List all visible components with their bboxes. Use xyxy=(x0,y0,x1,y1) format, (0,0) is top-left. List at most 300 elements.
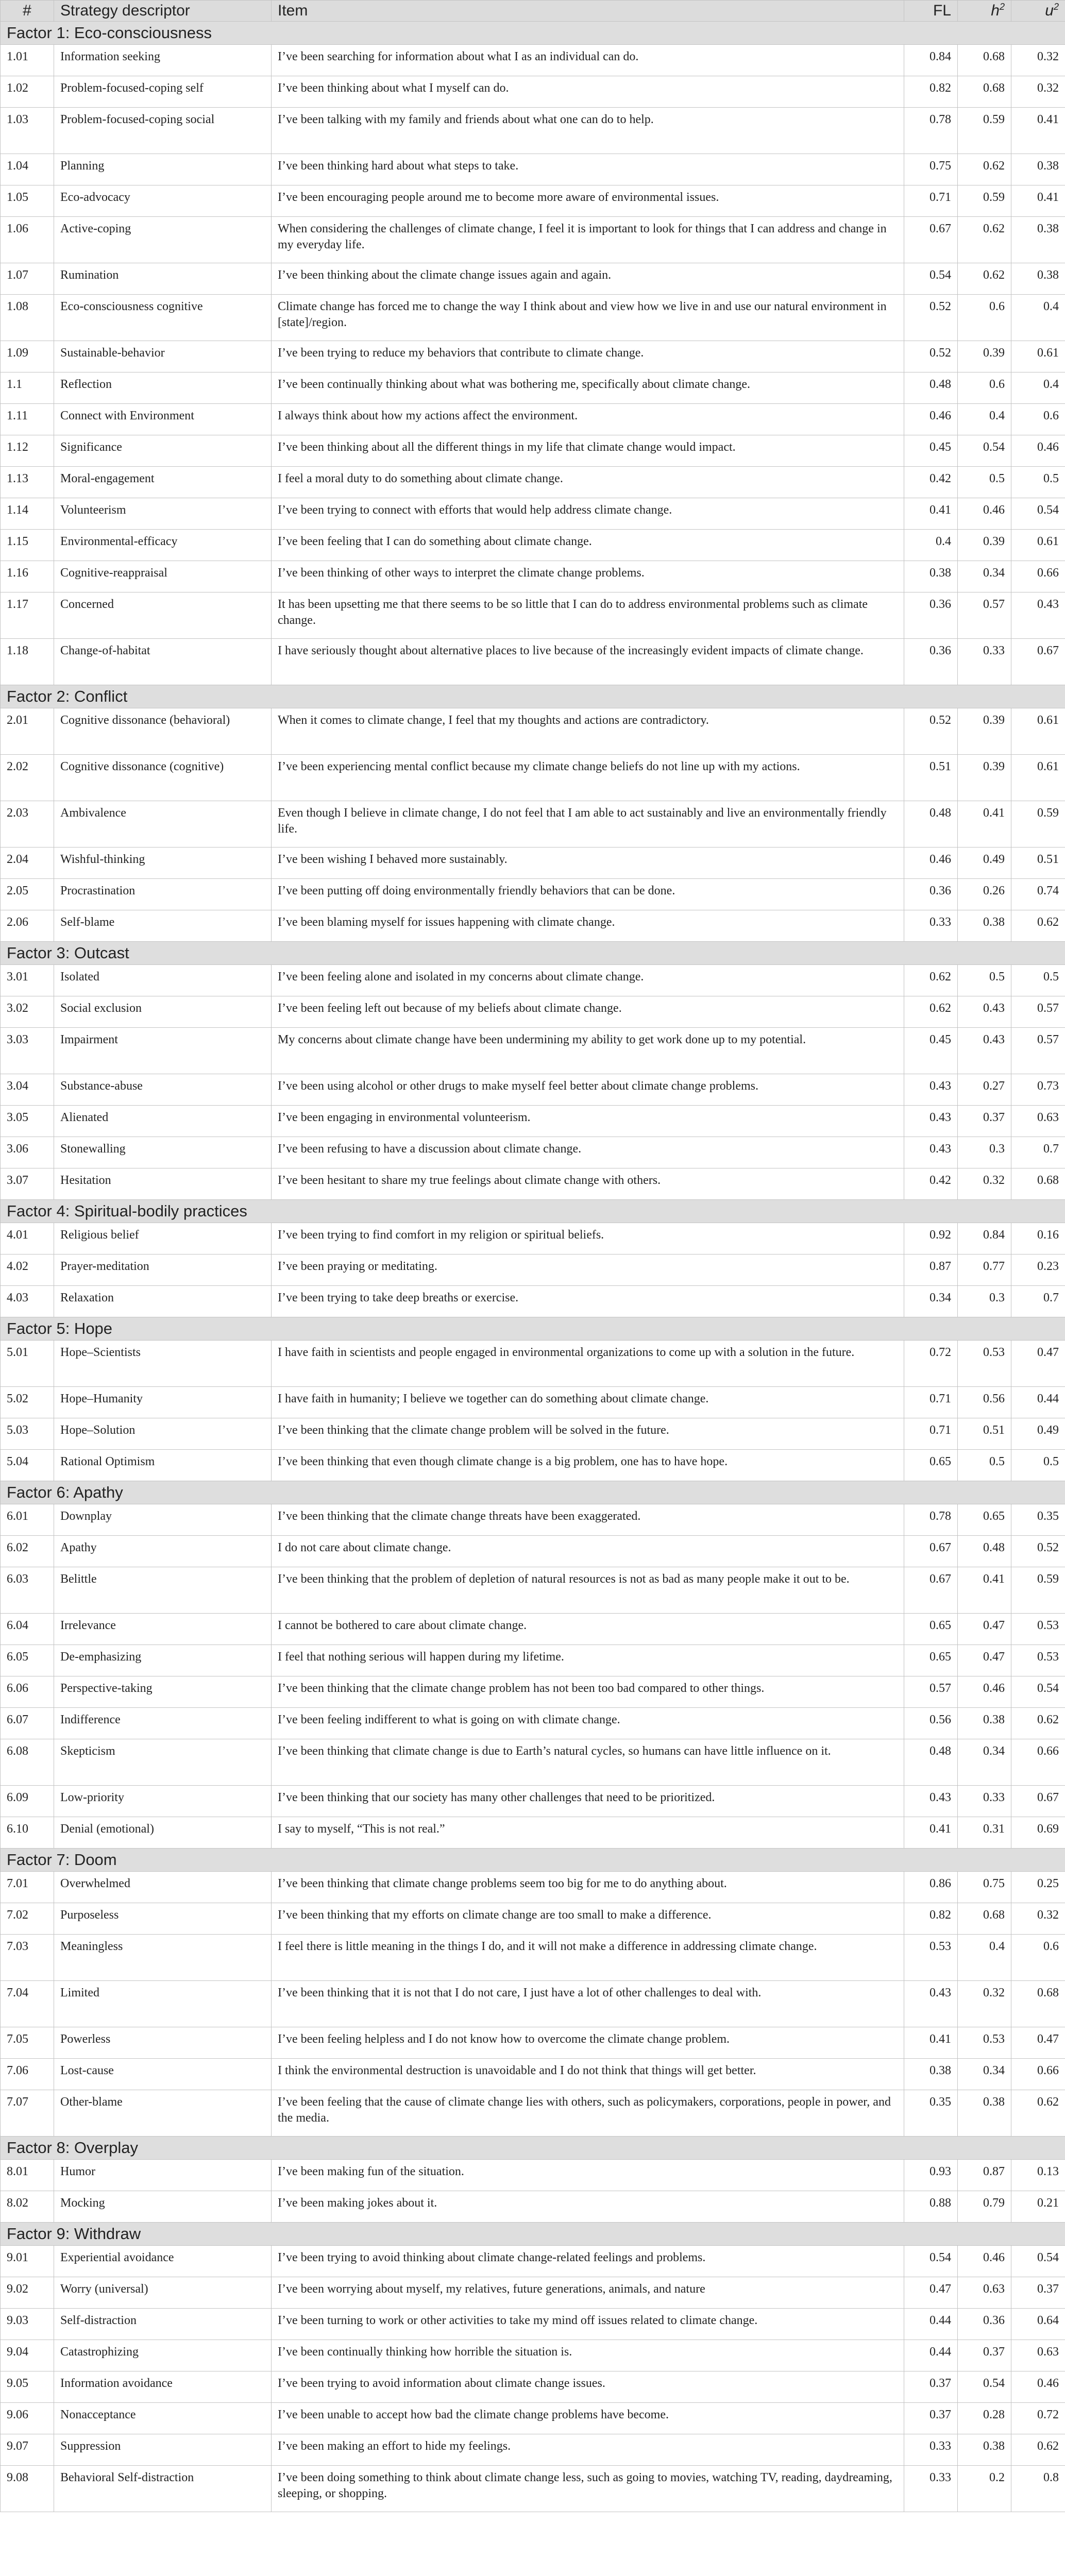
row-number: 2.02 xyxy=(1,755,54,801)
communality-h2: 0.26 xyxy=(958,879,1011,910)
item-text: I have faith in humanity; I believe we together can do something about climate change. xyxy=(272,1387,904,1418)
item-text: When it comes to climate change, I feel that my thoughts and actions are contradictory. xyxy=(272,708,904,755)
uniqueness-u2: 0.4 xyxy=(1011,372,1065,404)
item-text: I’ve been doing something to think about climate change less, such as going to movies, watching TV, reading, daydreaming, sleeping, or shopping. xyxy=(272,2466,904,2512)
strategy-descriptor: Substance-abuse xyxy=(54,1074,272,1106)
factor-loading: 0.54 xyxy=(904,263,958,295)
item-text: I’ve been thinking about what I myself can do. xyxy=(272,76,904,108)
table-row xyxy=(1,45,1065,76)
table-row xyxy=(1,372,1065,404)
table-row xyxy=(1,2059,1065,2090)
table-row xyxy=(1,639,1065,685)
uniqueness-u2: 0.51 xyxy=(1011,848,1065,879)
uniqueness-u2: 0.54 xyxy=(1011,1676,1065,1708)
row-number: 3.07 xyxy=(1,1168,54,1200)
row-number: 9.05 xyxy=(1,2371,54,2403)
item-text: I’ve been thinking that my efforts on climate change are too small to make a difference. xyxy=(272,1903,904,1935)
strategy-descriptor: Procrastination xyxy=(54,879,272,910)
strategy-descriptor: Rational Optimism xyxy=(54,1450,272,1481)
item-text: I’ve been feeling alone and isolated in my concerns about climate change. xyxy=(272,965,904,996)
uniqueness-u2: 0.54 xyxy=(1011,2246,1065,2277)
communality-h2: 0.38 xyxy=(958,2434,1011,2466)
row-number: 6.05 xyxy=(1,1645,54,1676)
uniqueness-u2: 0.73 xyxy=(1011,1074,1065,1106)
factor-loading: 0.45 xyxy=(904,435,958,467)
row-number: 7.01 xyxy=(1,1872,54,1903)
item-text: I’ve been trying to connect with efforts that would help address climate change. xyxy=(272,498,904,530)
factor-title: Factor 9: Withdraw xyxy=(1,2223,1065,2246)
table-row xyxy=(1,404,1065,435)
item-text: I think the environmental destruction is unavoidable and I do not think that things will get better. xyxy=(272,2059,904,2090)
table-row xyxy=(1,1817,1065,1849)
strategy-descriptor: Lost-cause xyxy=(54,2059,272,2090)
strategy-descriptor: Hope–Scientists xyxy=(54,1341,272,1387)
table-row xyxy=(1,467,1065,498)
row-number: 9.08 xyxy=(1,2466,54,2512)
factor-loading: 0.65 xyxy=(904,1450,958,1481)
factor-loading: 0.46 xyxy=(904,404,958,435)
item-text: I’ve been thinking that the climate change threats have been exaggerated. xyxy=(272,1504,904,1536)
row-number: 6.08 xyxy=(1,1739,54,1786)
row-number: 9.06 xyxy=(1,2403,54,2434)
table-row xyxy=(1,1567,1065,1614)
item-text: I’ve been worrying about myself, my relatives, future generations, animals, and nature xyxy=(272,2277,904,2309)
row-number: 2.05 xyxy=(1,879,54,910)
row-number: 9.02 xyxy=(1,2277,54,2309)
header-h2 xyxy=(958,1,1011,22)
item-text: I have seriously thought about alternative places to live because of the increasingly evident impacts of climate change. xyxy=(272,639,904,685)
communality-h2: 0.34 xyxy=(958,1739,1011,1786)
item-text: I’ve been continually thinking about what was bothering me, specifically about climate change. xyxy=(272,372,904,404)
uniqueness-u2: 0.74 xyxy=(1011,879,1065,910)
strategy-descriptor: Hesitation xyxy=(54,1168,272,1200)
row-number: 3.05 xyxy=(1,1106,54,1137)
factor-loading: 0.43 xyxy=(904,1106,958,1137)
item-text: I’ve been feeling that I can do something about climate change. xyxy=(272,530,904,561)
table-row xyxy=(1,1645,1065,1676)
factor-loading: 0.45 xyxy=(904,1028,958,1074)
strategy-descriptor: Limited xyxy=(54,1981,272,2027)
row-number: 7.06 xyxy=(1,2059,54,2090)
uniqueness-u2: 0.32 xyxy=(1011,45,1065,76)
factor-loading: 0.37 xyxy=(904,2403,958,2434)
communality-h2: 0.68 xyxy=(958,1903,1011,1935)
factor-header-row xyxy=(1,2223,1065,2246)
communality-h2: 0.49 xyxy=(958,848,1011,879)
table-row xyxy=(1,1341,1065,1387)
uniqueness-u2: 0.32 xyxy=(1011,1903,1065,1935)
factor-title: Factor 1: Eco-consciousness xyxy=(1,22,1065,45)
factor-loading: 0.51 xyxy=(904,755,958,801)
strategy-descriptor: Environmental-efficacy xyxy=(54,530,272,561)
strategy-descriptor: Perspective-taking xyxy=(54,1676,272,1708)
communality-h2: 0.38 xyxy=(958,2090,1011,2137)
uniqueness-u2: 0.63 xyxy=(1011,1106,1065,1137)
uniqueness-u2: 0.61 xyxy=(1011,708,1065,755)
strategy-descriptor: Suppression xyxy=(54,2434,272,2466)
factor-loading: 0.67 xyxy=(904,217,958,263)
row-number: 1.15 xyxy=(1,530,54,561)
item-text: I’ve been turning to work or other activities to take my mind off issues related to climate change. xyxy=(272,2309,904,2340)
strategy-descriptor: Apathy xyxy=(54,1536,272,1567)
factor-loading: 0.53 xyxy=(904,1935,958,1981)
factor-loading: 0.41 xyxy=(904,2027,958,2059)
uniqueness-u2: 0.23 xyxy=(1011,1255,1065,1286)
table-row xyxy=(1,2309,1065,2340)
strategy-descriptor: Cognitive-reappraisal xyxy=(54,561,272,592)
table-row xyxy=(1,996,1065,1028)
table-row xyxy=(1,2090,1065,2137)
item-text: I’ve been putting off doing environmentally friendly behaviors that can be done. xyxy=(272,879,904,910)
communality-h2: 0.32 xyxy=(958,1981,1011,2027)
factor-title: Factor 5: Hope xyxy=(1,1317,1065,1341)
strategy-descriptor: Experiential avoidance xyxy=(54,2246,272,2277)
item-text: It has been upsetting me that there seems to be so little that I can do to address environmental problems such as climate change. xyxy=(272,592,904,639)
row-number: 3.06 xyxy=(1,1137,54,1168)
row-number: 8.02 xyxy=(1,2191,54,2223)
communality-h2: 0.38 xyxy=(958,1708,1011,1739)
factor-loading: 0.38 xyxy=(904,561,958,592)
factor-loading: 0.33 xyxy=(904,2466,958,2512)
uniqueness-u2: 0.41 xyxy=(1011,185,1065,217)
header-u2-base: u xyxy=(1045,2,1054,19)
strategy-descriptor: Eco-consciousness cognitive xyxy=(54,295,272,341)
table-row xyxy=(1,217,1065,263)
strategy-descriptor: Social exclusion xyxy=(54,996,272,1028)
communality-h2: 0.2 xyxy=(958,2466,1011,2512)
strategy-descriptor: Hope–Humanity xyxy=(54,1387,272,1418)
strategy-descriptor: Downplay xyxy=(54,1504,272,1536)
strategy-descriptor: De-emphasizing xyxy=(54,1645,272,1676)
row-number: 7.03 xyxy=(1,1935,54,1981)
communality-h2: 0.5 xyxy=(958,467,1011,498)
communality-h2: 0.68 xyxy=(958,76,1011,108)
communality-h2: 0.37 xyxy=(958,1106,1011,1137)
uniqueness-u2: 0.5 xyxy=(1011,1450,1065,1481)
communality-h2: 0.31 xyxy=(958,1817,1011,1849)
communality-h2: 0.34 xyxy=(958,561,1011,592)
communality-h2: 0.28 xyxy=(958,2403,1011,2434)
table-row xyxy=(1,2277,1065,2309)
table-row xyxy=(1,2403,1065,2434)
communality-h2: 0.6 xyxy=(958,295,1011,341)
row-number: 7.05 xyxy=(1,2027,54,2059)
uniqueness-u2: 0.49 xyxy=(1011,1418,1065,1450)
communality-h2: 0.62 xyxy=(958,154,1011,185)
communality-h2: 0.43 xyxy=(958,996,1011,1028)
communality-h2: 0.53 xyxy=(958,2027,1011,2059)
uniqueness-u2: 0.68 xyxy=(1011,1168,1065,1200)
communality-h2: 0.34 xyxy=(958,2059,1011,2090)
uniqueness-u2: 0.57 xyxy=(1011,996,1065,1028)
uniqueness-u2: 0.43 xyxy=(1011,592,1065,639)
item-text: I’ve been feeling indifferent to what is going on with climate change. xyxy=(272,1708,904,1739)
row-number: 3.02 xyxy=(1,996,54,1028)
item-text: I’ve been trying to avoid information about climate change issues. xyxy=(272,2371,904,2403)
item-text: I’ve been making fun of the situation. xyxy=(272,2160,904,2191)
item-text: I’ve been making an effort to hide my feelings. xyxy=(272,2434,904,2466)
uniqueness-u2: 0.47 xyxy=(1011,2027,1065,2059)
row-number: 6.01 xyxy=(1,1504,54,1536)
factor-loading: 0.57 xyxy=(904,1676,958,1708)
row-number: 1.14 xyxy=(1,498,54,530)
strategy-descriptor: Low-priority xyxy=(54,1786,272,1817)
table-row xyxy=(1,1614,1065,1645)
table-row xyxy=(1,1786,1065,1817)
uniqueness-u2: 0.64 xyxy=(1011,2309,1065,2340)
uniqueness-u2: 0.44 xyxy=(1011,1387,1065,1418)
strategy-descriptor: Significance xyxy=(54,435,272,467)
factor-header-row xyxy=(1,22,1065,45)
uniqueness-u2: 0.66 xyxy=(1011,561,1065,592)
strategy-descriptor: Eco-advocacy xyxy=(54,185,272,217)
table-row xyxy=(1,76,1065,108)
row-number: 6.06 xyxy=(1,1676,54,1708)
row-number: 2.06 xyxy=(1,910,54,942)
strategy-descriptor: Relaxation xyxy=(54,1286,272,1317)
item-text: I’ve been blaming myself for issues happening with climate change. xyxy=(272,910,904,942)
communality-h2: 0.36 xyxy=(958,2309,1011,2340)
factor-loading: 0.56 xyxy=(904,1708,958,1739)
strategy-descriptor: Problem-focused-coping self xyxy=(54,76,272,108)
item-text: I’ve been refusing to have a discussion about climate change. xyxy=(272,1137,904,1168)
table-row xyxy=(1,1137,1065,1168)
factor-loading: 0.47 xyxy=(904,2277,958,2309)
factor-loading: 0.78 xyxy=(904,1504,958,1536)
item-text: I’ve been feeling left out because of my beliefs about climate change. xyxy=(272,996,904,1028)
communality-h2: 0.4 xyxy=(958,1935,1011,1981)
strategy-descriptor: Indifference xyxy=(54,1708,272,1739)
communality-h2: 0.54 xyxy=(958,2371,1011,2403)
communality-h2: 0.46 xyxy=(958,2246,1011,2277)
strategy-descriptor: Cognitive dissonance (behavioral) xyxy=(54,708,272,755)
table-header-row xyxy=(1,1,1065,22)
strategy-descriptor: Catastrophizing xyxy=(54,2340,272,2371)
uniqueness-u2: 0.63 xyxy=(1011,2340,1065,2371)
communality-h2: 0.3 xyxy=(958,1286,1011,1317)
uniqueness-u2: 0.53 xyxy=(1011,1614,1065,1645)
item-text: I’ve been praying or meditating. xyxy=(272,1255,904,1286)
strategy-descriptor: Volunteerism xyxy=(54,498,272,530)
factor-loading: 0.37 xyxy=(904,2371,958,2403)
item-text: I’ve been thinking that climate change problems seem too big for me to do anything about. xyxy=(272,1872,904,1903)
table-row xyxy=(1,592,1065,639)
factor-loading: 0.65 xyxy=(904,1645,958,1676)
uniqueness-u2: 0.6 xyxy=(1011,1935,1065,1981)
table-row xyxy=(1,965,1065,996)
communality-h2: 0.39 xyxy=(958,341,1011,372)
uniqueness-u2: 0.6 xyxy=(1011,404,1065,435)
factor-loading: 0.86 xyxy=(904,1872,958,1903)
item-text: I’ve been thinking that our society has many other challenges that need to be prioritized. xyxy=(272,1786,904,1817)
communality-h2: 0.6 xyxy=(958,372,1011,404)
factor-loading: 0.44 xyxy=(904,2309,958,2340)
header-item: Item xyxy=(272,1,904,22)
factor-loading: 0.38 xyxy=(904,2059,958,2090)
item-text: Even though I believe in climate change, I do not feel that I am able to act sustainably and live an environmentally friendly life. xyxy=(272,801,904,848)
factor-loading: 0.82 xyxy=(904,1903,958,1935)
item-text: I’ve been thinking that the climate change problem has not been too bad compared to other things. xyxy=(272,1676,904,1708)
row-number: 9.03 xyxy=(1,2309,54,2340)
row-number: 8.01 xyxy=(1,2160,54,2191)
row-number: 4.02 xyxy=(1,1255,54,1286)
factor-loading: 0.43 xyxy=(904,1786,958,1817)
table-row xyxy=(1,1074,1065,1106)
communality-h2: 0.5 xyxy=(958,1450,1011,1481)
uniqueness-u2: 0.59 xyxy=(1011,801,1065,848)
item-text: I’ve been trying to take deep breaths or exercise. xyxy=(272,1286,904,1317)
strategy-descriptor: Behavioral Self-distraction xyxy=(54,2466,272,2512)
table-row xyxy=(1,1504,1065,1536)
strategy-descriptor: Overwhelmed xyxy=(54,1872,272,1903)
row-number: 1.17 xyxy=(1,592,54,639)
item-text: I feel a moral duty to do something about climate change. xyxy=(272,467,904,498)
factor-header-row xyxy=(1,942,1065,965)
row-number: 3.01 xyxy=(1,965,54,996)
table-row xyxy=(1,1168,1065,1200)
factor-title: Factor 2: Conflict xyxy=(1,685,1065,708)
strategy-descriptor: Religious belief xyxy=(54,1223,272,1255)
communality-h2: 0.46 xyxy=(958,498,1011,530)
uniqueness-u2: 0.59 xyxy=(1011,1567,1065,1614)
communality-h2: 0.57 xyxy=(958,592,1011,639)
communality-h2: 0.39 xyxy=(958,708,1011,755)
table-row xyxy=(1,1286,1065,1317)
row-number: 3.04 xyxy=(1,1074,54,1106)
communality-h2: 0.87 xyxy=(958,2160,1011,2191)
factor-loading: 0.72 xyxy=(904,1341,958,1387)
factor-loading: 0.84 xyxy=(904,45,958,76)
uniqueness-u2: 0.32 xyxy=(1011,76,1065,108)
factor-title: Factor 6: Apathy xyxy=(1,1481,1065,1504)
communality-h2: 0.38 xyxy=(958,910,1011,942)
uniqueness-u2: 0.62 xyxy=(1011,2434,1065,2466)
communality-h2: 0.62 xyxy=(958,263,1011,295)
factor-header-row xyxy=(1,1317,1065,1341)
strategy-descriptor: Reflection xyxy=(54,372,272,404)
table-row xyxy=(1,1106,1065,1137)
communality-h2: 0.65 xyxy=(958,1504,1011,1536)
factor-loading: 0.36 xyxy=(904,592,958,639)
strategy-descriptor: Sustainable-behavior xyxy=(54,341,272,372)
strategy-descriptor: Wishful-thinking xyxy=(54,848,272,879)
factor-loading: 0.67 xyxy=(904,1536,958,1567)
factor-loading: 0.48 xyxy=(904,801,958,848)
row-number: 3.03 xyxy=(1,1028,54,1074)
communality-h2: 0.27 xyxy=(958,1074,1011,1106)
uniqueness-u2: 0.7 xyxy=(1011,1137,1065,1168)
row-number: 9.01 xyxy=(1,2246,54,2277)
row-number: 4.03 xyxy=(1,1286,54,1317)
strategy-descriptor: Planning xyxy=(54,154,272,185)
row-number: 5.01 xyxy=(1,1341,54,1387)
table-row xyxy=(1,1028,1065,1074)
uniqueness-u2: 0.25 xyxy=(1011,1872,1065,1903)
table-row xyxy=(1,2466,1065,2512)
strategy-descriptor: Self-blame xyxy=(54,910,272,942)
strategy-descriptor: Cognitive dissonance (cognitive) xyxy=(54,755,272,801)
row-number: 5.03 xyxy=(1,1418,54,1450)
communality-h2: 0.33 xyxy=(958,1786,1011,1817)
strategy-descriptor: Other-blame xyxy=(54,2090,272,2137)
table-row xyxy=(1,561,1065,592)
uniqueness-u2: 0.62 xyxy=(1011,1708,1065,1739)
uniqueness-u2: 0.67 xyxy=(1011,1786,1065,1817)
uniqueness-u2: 0.67 xyxy=(1011,639,1065,685)
table-row xyxy=(1,185,1065,217)
strategy-descriptor: Connect with Environment xyxy=(54,404,272,435)
factor-loading: 0.65 xyxy=(904,1614,958,1645)
uniqueness-u2: 0.47 xyxy=(1011,1341,1065,1387)
table-row xyxy=(1,910,1065,942)
row-number: 1.06 xyxy=(1,217,54,263)
factor-loading: 0.82 xyxy=(904,76,958,108)
row-number: 1.08 xyxy=(1,295,54,341)
row-number: 1.03 xyxy=(1,108,54,154)
table-row xyxy=(1,2027,1065,2059)
strategy-descriptor: Mocking xyxy=(54,2191,272,2223)
factor-title: Factor 4: Spiritual-bodily practices xyxy=(1,1200,1065,1223)
table-row xyxy=(1,755,1065,801)
factor-loading: 0.36 xyxy=(904,879,958,910)
uniqueness-u2: 0.46 xyxy=(1011,435,1065,467)
row-number: 1.12 xyxy=(1,435,54,467)
factor-loading: 0.54 xyxy=(904,2246,958,2277)
communality-h2: 0.39 xyxy=(958,530,1011,561)
table-row xyxy=(1,1418,1065,1450)
row-number: 6.02 xyxy=(1,1536,54,1567)
factor-header-row xyxy=(1,1200,1065,1223)
item-text: I’ve been thinking about all the different things in my life that climate change would impact. xyxy=(272,435,904,467)
factor-loading: 0.42 xyxy=(904,1168,958,1200)
table-row xyxy=(1,2191,1065,2223)
communality-h2: 0.37 xyxy=(958,2340,1011,2371)
strategy-descriptor: Ambivalence xyxy=(54,801,272,848)
factor-loading: 0.42 xyxy=(904,467,958,498)
uniqueness-u2: 0.52 xyxy=(1011,1536,1065,1567)
header-h2-sup: 2 xyxy=(999,2,1005,12)
uniqueness-u2: 0.68 xyxy=(1011,1981,1065,2027)
uniqueness-u2: 0.38 xyxy=(1011,263,1065,295)
row-number: 2.01 xyxy=(1,708,54,755)
item-text: I cannot be bothered to care about climate change. xyxy=(272,1614,904,1645)
table-row xyxy=(1,1708,1065,1739)
row-number: 9.04 xyxy=(1,2340,54,2371)
uniqueness-u2: 0.5 xyxy=(1011,467,1065,498)
factor-loading: 0.78 xyxy=(904,108,958,154)
row-number: 1.02 xyxy=(1,76,54,108)
item-text: I’ve been thinking that the problem of depletion of natural resources is not as bad as many people make it out to be. xyxy=(272,1567,904,1614)
row-number: 5.04 xyxy=(1,1450,54,1481)
item-text: I’ve been unable to accept how bad the climate change problems have become. xyxy=(272,2403,904,2434)
factor-loading: 0.52 xyxy=(904,295,958,341)
table-row xyxy=(1,879,1065,910)
strategy-descriptor: Stonewalling xyxy=(54,1137,272,1168)
strategy-descriptor: Isolated xyxy=(54,965,272,996)
factor-header-row xyxy=(1,1849,1065,1872)
item-text: Climate change has forced me to change the way I think about and view how we live in and use our natural environment in [state]/region. xyxy=(272,295,904,341)
row-number: 2.04 xyxy=(1,848,54,879)
table-row xyxy=(1,2246,1065,2277)
uniqueness-u2: 0.53 xyxy=(1011,1645,1065,1676)
factor-loading: 0.52 xyxy=(904,708,958,755)
strategy-descriptor: Nonacceptance xyxy=(54,2403,272,2434)
row-number: 1.1 xyxy=(1,372,54,404)
communality-h2: 0.39 xyxy=(958,755,1011,801)
item-text: I’ve been trying to avoid thinking about climate change-related feelings and problems. xyxy=(272,2246,904,2277)
factor-title: Factor 8: Overplay xyxy=(1,2137,1065,2160)
item-text: I’ve been trying to find comfort in my religion or spiritual beliefs. xyxy=(272,1223,904,1255)
